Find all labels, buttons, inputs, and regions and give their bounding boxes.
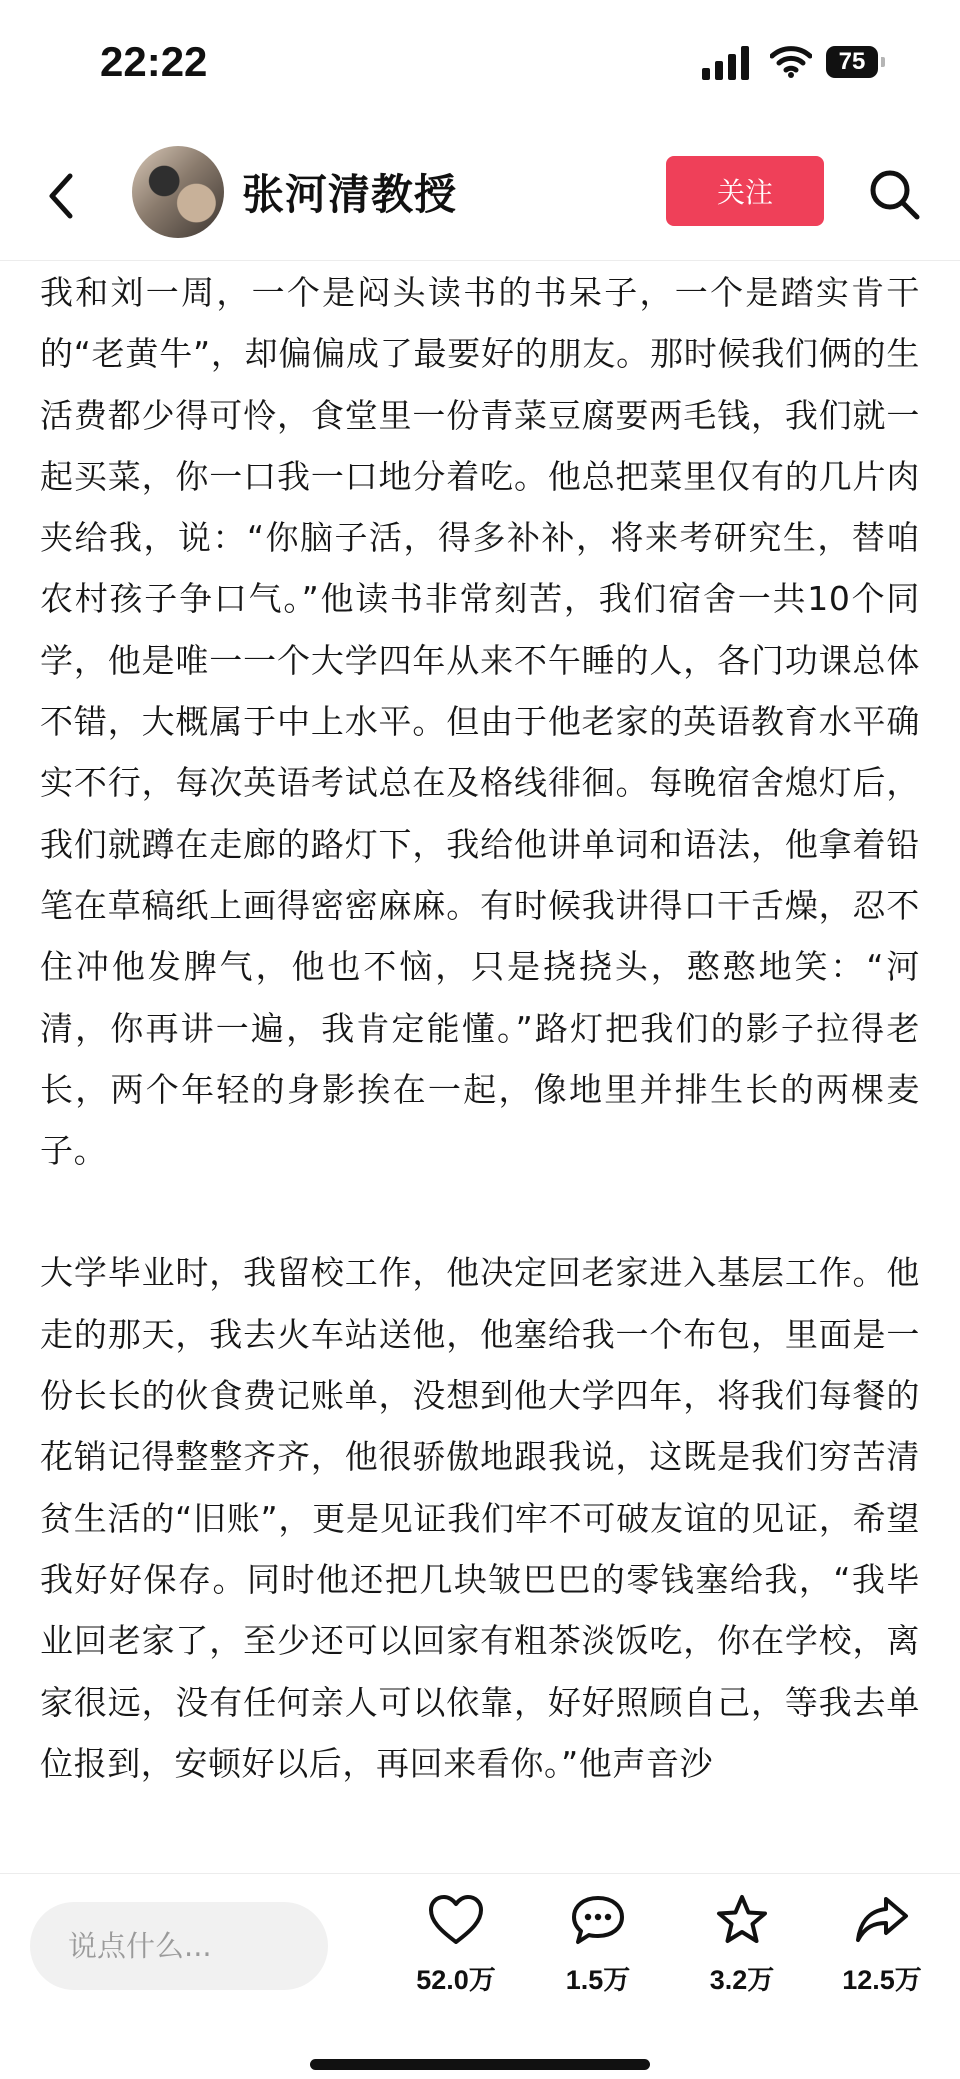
author-name[interactable]: 张河清教授 xyxy=(242,170,458,219)
bottom-action-bar xyxy=(0,1873,960,2079)
wifi-icon xyxy=(770,44,812,78)
star-icon xyxy=(714,1894,770,1946)
heart-icon xyxy=(428,1894,484,1946)
chevron-left-icon[interactable] xyxy=(40,170,84,222)
speech-bubble-icon xyxy=(570,1894,626,1946)
like-button[interactable] xyxy=(386,1894,526,2034)
magnifier-icon[interactable] xyxy=(866,166,922,222)
article-paragraph: 大学毕业时，我留校工作，他决定回老家进入基层工作。他走的那天，我去火车站送他，他塞给我一个布包，里面是一份长长的伙食费记账单，没想到他大学四年，将我们每餐的花销记得整整齐齐，他很骄傲地跟我说，这既是我们穷苦清贫生活的“旧账”，更是见证我们牢不可破友谊的见证，希望我好好保存。同时他还把几块皱巴巴的零钱塞给我，“我毕业回老家了，至少还可以回家有粗茶淡饭吃，你在学校，离家很远，没有任何亲人可以依靠，好好照顾自己，等我去单位报到，安顿好以后，再回来看你。”他声音沙 xyxy=(40,1253,920,1783)
article-body xyxy=(40,262,920,1872)
favorite-button[interactable] xyxy=(672,1894,812,2034)
share-button[interactable] xyxy=(812,1894,952,2034)
favorite-count: 3.2万 xyxy=(709,1965,775,1995)
comment-button[interactable] xyxy=(528,1894,668,2034)
battery-icon: 75 xyxy=(826,46,878,78)
follow-button[interactable]: 关注 xyxy=(666,156,824,226)
status-bar xyxy=(0,0,960,130)
cellular-signal-icon xyxy=(702,46,750,80)
article-paragraph: 我和刘一周，一个是闷头读书的书呆子，一个是踏实肯干的“老黄牛”，却偏偏成了最要好的朋友。那时候我们俩的生活费都少得可怜，食堂里一份青菜豆腐要两毛钱，我们就一起买菜，你一口我一口地分着吃。他总把菜里仅有的几片肉夹给我，说：“你脑子活，得多补补，将来考研究生，替咱农村孩子争口气。”他读书非常刻苦，我们宿舍一共10个同学，他是唯一一个大学四年从来不午睡的人，各门功课总体不错，大概属于中上水平。但由于他老家的英语教育水平确实不行，每次英语考试总在及格线徘徊。每晚宿舍熄灯后，我们就蹲在走廊的路灯下，我给他讲单词和语法，他拿着铅笔在草稿纸上画得密密麻麻。有时候我讲得口干舌燥，忍不住冲他发脾气，他也不恼，只是挠挠头，憨憨地笑：“河清，你再讲一遍，我肯定能懂。”路灯把我们的影子拉得老长，两个年轻的身影挨在一起，像地里并排生长的两棵麦子。 xyxy=(40,273,920,1171)
status-time: 22:22 xyxy=(100,38,208,85)
comment-input[interactable] xyxy=(30,1902,328,1990)
post-header xyxy=(0,130,960,261)
like-count: 52.0万 xyxy=(416,1965,496,1995)
share-arrow-icon xyxy=(854,1894,910,1946)
share-count: 12.5万 xyxy=(842,1965,922,1995)
home-indicator[interactable] xyxy=(310,2059,650,2070)
author-avatar[interactable] xyxy=(132,146,224,238)
comment-count: 1.5万 xyxy=(565,1965,631,1995)
